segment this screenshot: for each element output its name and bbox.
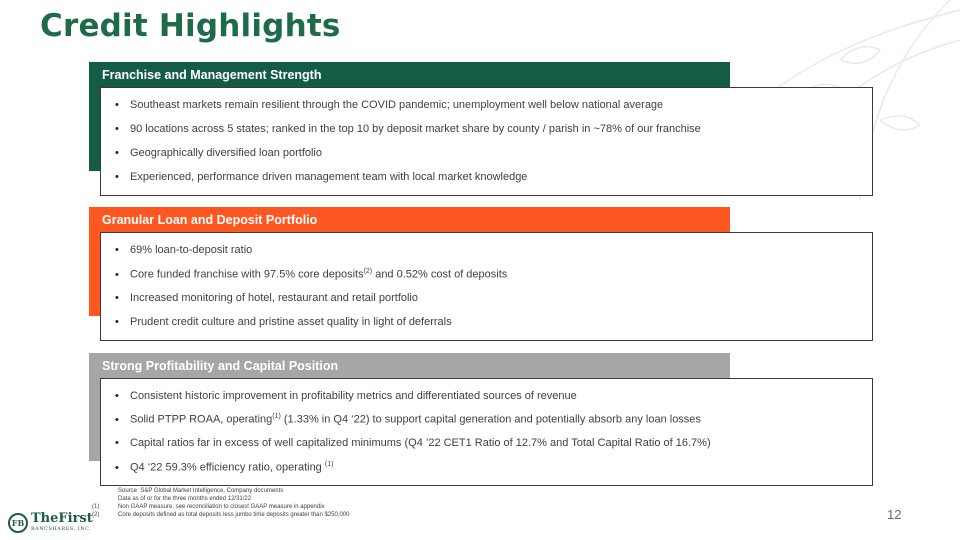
bullet-item: • Southeast markets remain resilient through the COVID pandemic; unemployment well below national average	[115, 99, 664, 111]
bullet-item: • Consistent historic improvement in profitability metrics and differentiated sources of revenue	[115, 390, 577, 402]
footnote-source: Source: S&P Global Market Intelligence, Company documents	[118, 488, 284, 494]
bullet-item: • Solid PTPP ROAA, operating$^{(1)}$ (1.33% in Q4 ‘22) to support capital generation and potentially absorb any loan losses	[115, 413, 701, 426]
bullet-item: • Capital ratios far in excess of well capitalized minimums (Q4 ’22 CET1 Ratio of 12.7% and Total Capital Ratio of 16.7%)	[115, 437, 711, 449]
company-logo	[8, 512, 93, 534]
logo-name: TheFirst	[31, 511, 93, 526]
section-title: Granular Loan and Deposit Portfolio	[102, 213, 318, 227]
bullet-box	[100, 378, 873, 486]
section-title: Strong Profitability and Capital Position	[102, 359, 339, 373]
footnote-data-note: Data as of or for the three months ended 12/31/22	[118, 496, 252, 502]
page-title: Credit Highlights	[40, 8, 341, 44]
page-number: 12	[887, 507, 902, 522]
bullet-item: • 69% loan-to-deposit ratio	[115, 244, 253, 256]
bullet-item: • Q4 ‘22 59.3% efficiency ratio, operating $^{(1)}$	[115, 461, 334, 474]
bullet-box	[100, 232, 873, 341]
bullet-box	[100, 87, 873, 196]
bullet-item: • Prudent credit culture and pristine asset quality in light of deferrals	[115, 316, 452, 328]
bullet-item: • Geographically diversified loan portfolio	[115, 147, 322, 159]
logo-subtitle: BANCSHARES, INC.	[31, 526, 92, 532]
bullet-item: • Core funded franchise with 97.5% core deposits$^{(2)}$ and 0.52% cost of deposits	[115, 268, 508, 281]
bullet-item: • Experienced, performance driven management team with local market knowledge	[115, 171, 528, 183]
section-title: Franchise and Management Strength	[102, 68, 322, 82]
logo-mark-icon: FB	[8, 513, 28, 533]
bullet-item: • Increased monitoring of hotel, restaurant and retail portfolio	[115, 292, 418, 304]
bullet-item: • 90 locations across 5 states; ranked in the top 10 by deposit market share by county / parish in ~78% of our franchise	[115, 123, 701, 135]
